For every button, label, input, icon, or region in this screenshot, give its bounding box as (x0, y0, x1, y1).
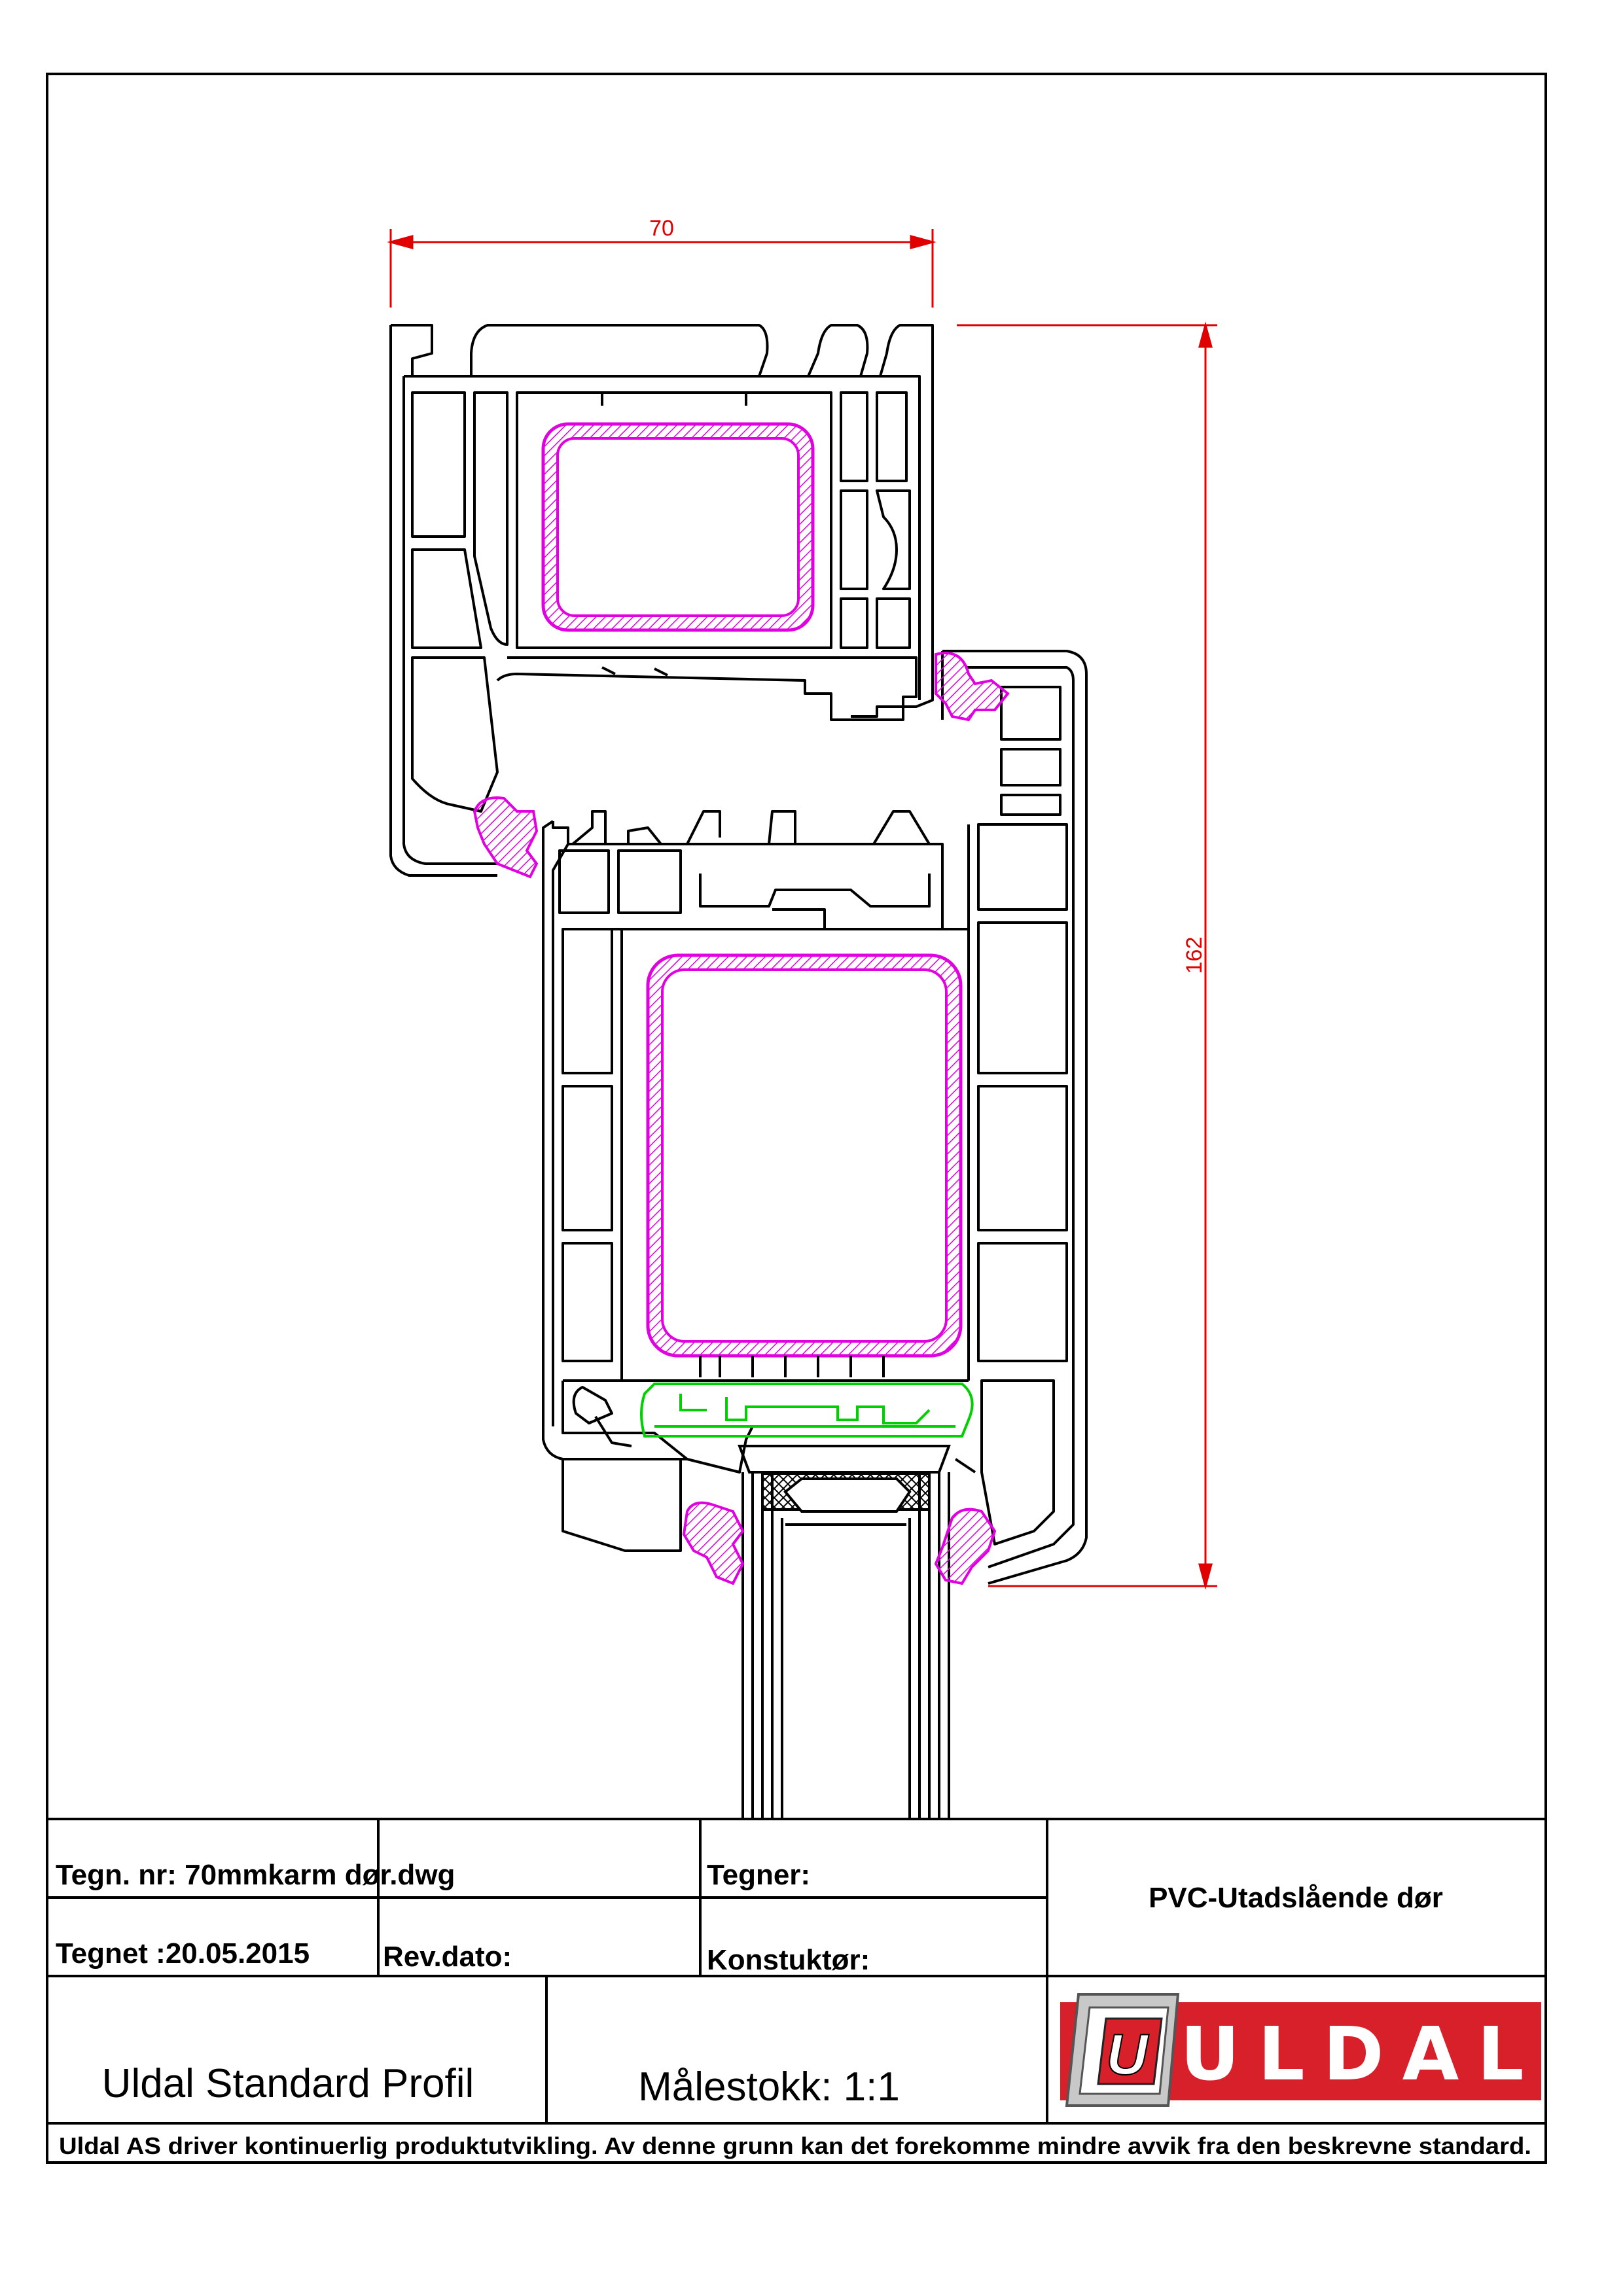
drawing-number: Tegn. nr: 70mmkarm dør.dwg (56, 1859, 455, 1891)
infill-panel (740, 1446, 949, 1819)
glazing-bead (641, 1384, 972, 1436)
scale-label: Målestokk: 1:1 (638, 2064, 900, 2110)
revision-date: Rev.dato: (383, 1941, 512, 1973)
logo-mark (1067, 1994, 1178, 2106)
width-dimension (391, 229, 933, 308)
logo-mark-letter: U (1106, 2022, 1148, 2087)
sash-reinforcement (648, 955, 961, 1356)
frame-reinforcement (543, 424, 813, 630)
height-dimension-label: 162 (1182, 936, 1207, 974)
drawing-title: PVC-Utadslående dør (1149, 1882, 1443, 1914)
drawer-label: Tegner: (707, 1859, 811, 1891)
logo-text: ULDAL (1180, 2012, 1543, 2097)
designer-label: Konstuktør: (707, 1944, 870, 1976)
width-dimension-label: 70 (649, 216, 674, 241)
uldal-logo (1060, 1994, 1543, 2106)
drawn-date: Tegnet :20.05.2015 (56, 1937, 310, 1969)
reinforcement-base-ribs (700, 1356, 883, 1377)
disclaimer-text: Uldal AS driver kontinuerlig produktutvikling. Av denne grunn kan det forekomme mindre avvik fra den beskrevne standard. (59, 2132, 1531, 2159)
series-name: Uldal Standard Profil (101, 2061, 474, 2106)
